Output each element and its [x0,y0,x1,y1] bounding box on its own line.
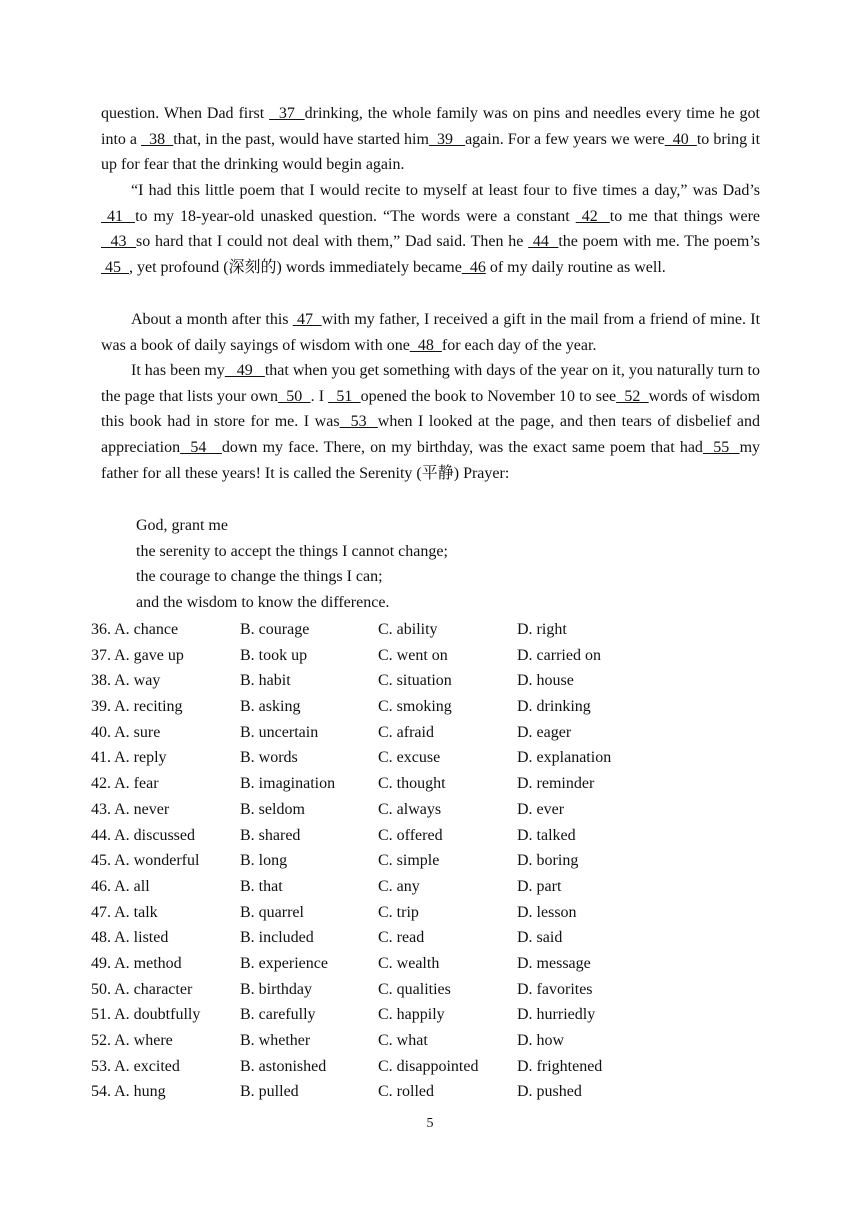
passage-text: words of wisdom this book had in store for me. I was [101,387,761,431]
answer-blank: 45 [101,259,129,277]
option-d: D. said [517,929,563,947]
option-c: C. ability [378,621,438,638]
option-row [91,1054,791,1080]
option-row [91,900,791,926]
option-d: D. house [517,672,574,690]
passage-text: so hard that I could not deal with them,” Dad said. Then he [136,233,529,251]
answer-blank: 51 [328,387,361,405]
option-d: D. carried on [517,646,601,664]
option-a: 39. A. reciting [91,698,183,716]
option-d: D. boring [517,852,579,870]
poem-line: the courage to change the things I can; [136,568,383,586]
passage-text: for each day of the year. [441,336,597,354]
answer-blank: 40 [664,130,697,148]
answer-blank: 50 [278,387,311,405]
option-d: D. ever [517,800,565,818]
option-a: 54. A. hung [91,1083,166,1101]
option-c: C. trip [378,903,419,921]
passage-text: of my daily routine as well. [485,259,666,277]
answer-blank: 49 [224,362,265,379]
passage-text: my father for all these years! It is called the Serenity (平静) Prayer: [101,439,761,482]
option-a: 50. A. character [91,980,193,998]
option-c: C. any [378,877,420,895]
option-b: B. quarrel [240,903,304,921]
option-c: C. smoking [378,698,452,716]
answer-blank: 52 [616,387,649,405]
option-d: D. message [517,954,591,972]
passage-paragraph-4 [101,358,760,487]
option-c: C. went on [378,646,448,664]
option-b: B. seldom [240,800,305,818]
option-row [91,771,791,797]
option-c: C. qualities [378,980,451,998]
answer-blank: 53 [339,413,378,431]
option-a: 44. A. discussed [91,826,195,844]
option-a: 36. A. chance [91,621,179,638]
option-c: C. excuse [378,749,441,767]
passage-text: to bring it up for fear that the drinking would begin again. [101,130,761,174]
option-d: D. favorites [517,980,593,998]
option-row [91,643,791,669]
answer-blank: 54 [180,439,222,457]
answer-blank: 46 [461,259,486,277]
option-b: B. courage [240,621,310,638]
passage-text: that when you get something with days of the year on it, you naturally turn to the page that lists your own [101,362,761,405]
answer-blank: 43 [101,233,137,251]
option-row [91,668,791,694]
option-c: C. thought [378,775,446,793]
option-d: D. explanation [517,749,612,767]
option-a: 41. A. reply [91,749,167,767]
passage-text: , yet profound (深刻的) words immediately became [129,259,462,277]
poem-line: the serenity to accept the things I cannot change; [136,542,448,560]
passage-text: About a month after this [131,311,293,328]
option-a: 42. A. fear [91,775,159,793]
option-row [91,1028,791,1054]
option-c: C. rolled [378,1083,434,1101]
option-d: D. part [517,877,562,895]
option-d: D. eager [517,723,572,741]
option-a: 43. A. never [91,800,170,818]
passage-text: “I had this little poem that I would recite to myself at least four to five times a day,” was Dad’s [131,182,760,199]
option-b: B. included [240,929,314,947]
answer-blank: 37 [269,105,305,122]
option-b: B. uncertain [240,723,319,741]
option-a: 51. A. doubtfully [91,1006,201,1024]
option-b: B. habit [240,672,291,690]
option-b: B. took up [240,646,308,664]
passage-text: question. When Dad first [101,105,270,122]
option-d: D. drinking [517,698,591,716]
option-b: B. long [240,852,288,870]
passage-paragraph-2 [101,178,760,281]
option-row [91,617,791,643]
option-a: 40. A. sure [91,723,161,741]
option-c: C. happily [378,1006,445,1024]
poem-line: and the wisdom to know the difference. [136,594,390,612]
option-row [91,874,791,900]
answer-blank: 38 [141,130,174,148]
option-d: D. frightened [517,1057,603,1075]
answer-blank: 55 [702,439,740,457]
option-a: 38. A. way [91,672,161,690]
option-d: D. talked [517,826,576,844]
answer-blank: 39 [428,130,466,148]
option-row [91,1079,791,1105]
option-b: B. pulled [240,1083,299,1101]
option-a: 46. A. all [91,877,150,895]
passage-text: drinking, the whole family was on pins and needles every time he got into a [101,105,760,148]
option-b: B. whether [240,1032,311,1049]
page-number: 5 [426,1116,434,1131]
option-row [91,848,791,874]
option-a: 52. A. where [91,1032,173,1049]
passage-text: that, in the past, would have started him [173,130,429,148]
passage-paragraph-3 [101,307,760,358]
passage-paragraph-1 [101,101,760,178]
option-a: 37. A. gave up [91,646,184,664]
answer-options [91,617,791,1105]
option-row [91,823,791,849]
option-c: C. simple [378,852,440,870]
option-c: C. wealth [378,954,440,972]
option-c: C. afraid [378,723,434,741]
passage-text: the poem with me. The poem’s [558,233,761,251]
option-b: B. that [240,877,283,895]
option-a: 45. A. wonderful [91,852,200,870]
option-b: B. carefully [240,1006,316,1024]
option-d: D. reminder [517,775,595,793]
passage-text: again. For a few years we were [465,130,665,148]
option-d: D. right [517,621,567,638]
poem-line: God, grant me [136,517,228,534]
serenity-poem [136,513,448,616]
answer-blank: 41 [101,207,136,225]
passage-text: . I [310,387,329,405]
option-b: B. experience [240,954,328,972]
passage-text: It has been my [131,362,225,379]
passage-text: with my father, I received a gift in the mail from a friend of mine. It was a book of daily sayings of wisdom with one [101,311,761,354]
option-a: 47. A. talk [91,903,158,921]
passage-text: to me that things were [609,207,761,225]
answer-blank: 42 [575,207,610,225]
option-d: D. hurriedly [517,1006,596,1024]
option-b: B. shared [240,826,301,844]
option-row [91,720,791,746]
passage-text: to my 18-year-old unasked question. “The words were a constant [135,207,576,225]
option-c: C. situation [378,672,452,690]
option-c: C. offered [378,826,443,844]
option-b: B. birthday [240,980,312,998]
option-b: B. astonished [240,1057,327,1075]
option-b: B. asking [240,698,301,716]
option-c: C. read [378,929,425,947]
answer-blank: 47 [292,311,322,328]
answer-blank: 44 [528,233,559,251]
option-row [91,925,791,951]
option-row [91,745,791,771]
option-b: B. words [240,749,298,767]
option-d: D. how [517,1032,565,1049]
option-d: D. lesson [517,903,577,921]
option-c: C. always [378,800,442,818]
answer-blank: 48 [409,336,442,354]
option-c: C. disappointed [378,1057,479,1075]
option-a: 49. A. method [91,954,182,972]
option-row [91,694,791,720]
passage-text: when I looked at the page, and then tears of disbelief and appreciation [101,413,761,457]
option-a: 53. A. excited [91,1057,180,1075]
option-d: D. pushed [517,1083,582,1101]
passage-text: opened the book to November 10 to see [360,387,617,405]
option-a: 48. A. listed [91,929,169,947]
passage-text: down my face. There, on my birthday, was the exact same poem that had [221,439,703,457]
option-b: B. imagination [240,775,336,793]
option-row [91,977,791,1003]
option-c: C. what [378,1032,428,1049]
option-row [91,1002,791,1028]
option-row [91,797,791,823]
option-row [91,951,791,977]
